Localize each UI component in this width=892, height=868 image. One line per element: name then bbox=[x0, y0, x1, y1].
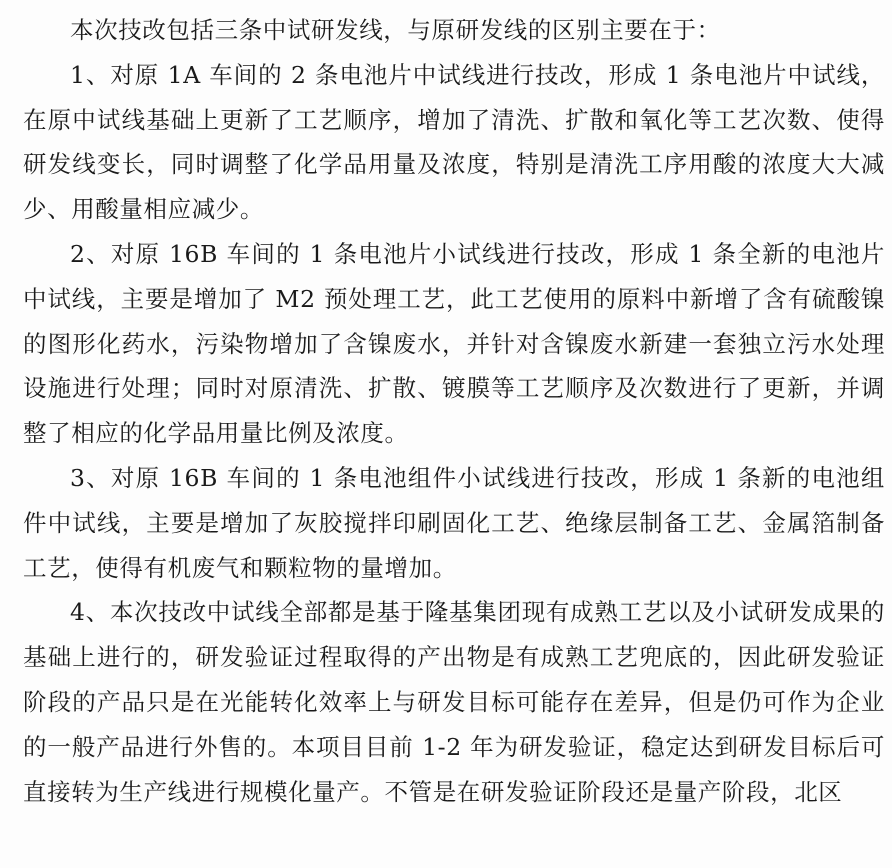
paragraph-item-1: 1、对原 1A 车间的 2 条电池片中试线进行技改，形成 1 条电池片中试线，在原中试线基础上更新了工艺顺序，增加了清洗、扩散和氧化等工艺次数、使得研发线变长，同时调整了化学品用量及浓度，特别是清洗工序用酸的浓度大大减少、用酸量相应减少。 bbox=[23, 60, 885, 224]
paragraph-item-2: 2、对原 16B 车间的 1 条电池片小试线进行技改，形成 1 条全新的电池片中试线，主要是增加了 M2 预处理工艺，此工艺使用的原料中新增了含有硫酸镍的图形化药水，污染物增加了含镍废水，并针对含镍废水新建一套独立污水处理设施进行处理；同时对原清洗、扩散、镀膜等工艺顺序及次数进行了更新，并调整了相应的化学品用量比例及浓度。 bbox=[23, 239, 885, 448]
paragraph-intro: 本次技改包括三条中试研发线，与原研发线的区别主要在于： bbox=[70, 16, 721, 44]
paragraph-item-3: 3、对原 16B 车间的 1 条电池组件小试线进行技改，形成 1 条新的电池组件中试线，主要是增加了灰胶搅拌印刷固化工艺、绝缘层制备工艺、金属箔制备工艺，使得有机废气和颗粒物的量增加。 bbox=[23, 463, 885, 582]
paragraph-item-4: 4、本次技改中试线全部都是基于隆基集团现有成熟工艺以及小试研发成果的基础上进行的，研发验证过程取得的产出物是有成熟工艺兜底的，因此研发验证阶段的产品只是在光能转化效率上与研发目标可能存在差异，但是仍可作为企业的一般产品进行外售的。本项目目前 1-2 年为研发验证，稳定达到研发目标后可直接转为生产线进行规模化量产。不管是在研发验证阶段还是量产阶段，北区 bbox=[23, 598, 885, 806]
document-body bbox=[23, 8, 885, 814]
